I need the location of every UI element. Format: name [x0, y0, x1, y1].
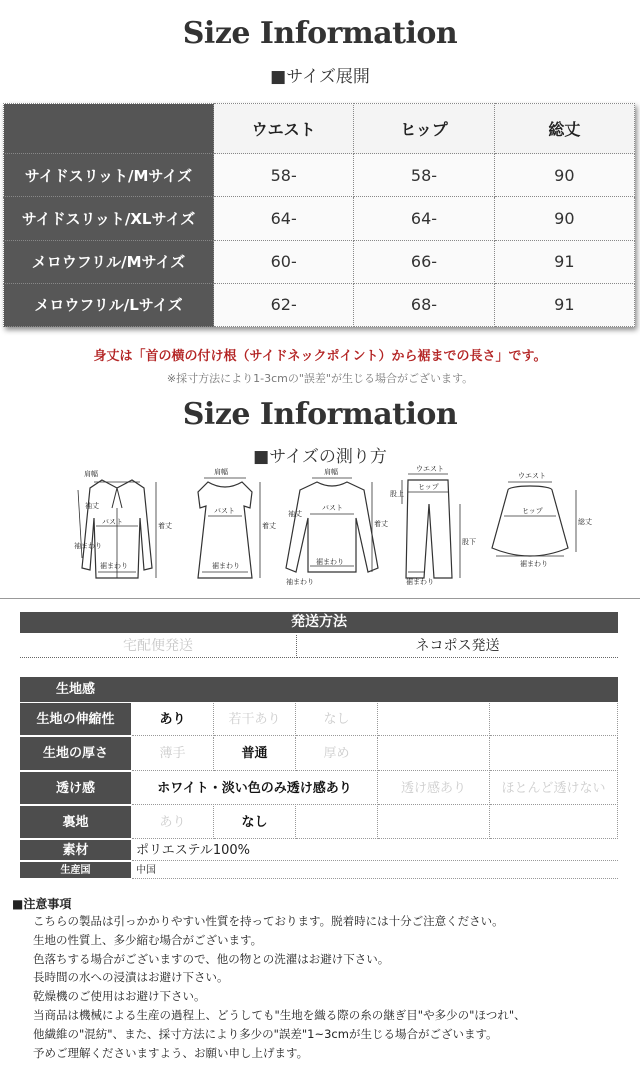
caution-title: ■注意事項 — [12, 897, 72, 911]
coat-shoulder-label: 肩幅 — [84, 470, 98, 478]
skirt-waist-label: ウエスト — [518, 472, 546, 480]
pants-inseam-label: 股下 — [462, 538, 476, 546]
pants-hem-label: 裾まわり — [406, 578, 434, 586]
dress-illustration — [180, 468, 276, 588]
fabric-lining-option — [378, 806, 490, 839]
coat-sleeve-label: 袖丈 — [85, 502, 99, 510]
dress-bust-label: バスト — [214, 507, 235, 515]
knit-sleeve-opening-label: 袖まわり — [286, 578, 314, 586]
size-table-header-row — [4, 104, 635, 154]
pants-waist-label: ウエスト — [416, 465, 444, 473]
fabric-thickness-option: 普通 — [214, 737, 296, 771]
table-cell: 90 — [494, 197, 634, 240]
fabric-thickness-option — [378, 737, 490, 771]
shipping-option-nekopos: ネコポス発送 — [297, 635, 618, 658]
table-cell: 58- — [214, 154, 354, 197]
knit-length-label: 着丈 — [374, 520, 388, 528]
fabric-stretch-option: あり — [132, 703, 214, 736]
material-value: ポリエステル100% — [132, 840, 618, 861]
dress-shoulder-label: 肩幅 — [214, 468, 228, 476]
pants-hip-label: ヒップ — [418, 483, 439, 491]
table-cell: 91 — [494, 240, 634, 283]
row-label: メロウフリル/Lサイズ — [4, 283, 214, 326]
knit-bust-label: バスト — [322, 504, 343, 512]
table-row — [4, 240, 635, 283]
caution-list — [33, 912, 526, 1062]
table-cell: 64- — [214, 197, 354, 240]
knit-shoulder-label: 肩幅 — [324, 468, 338, 476]
row-label: メロウフリル/Mサイズ — [4, 240, 214, 283]
fabric-lining-option: なし — [214, 806, 296, 839]
pants-rise-label: 股上 — [390, 490, 404, 498]
origin-label: 生産国 — [20, 862, 131, 879]
table-cell: 90 — [494, 154, 634, 197]
coat-diagram — [72, 468, 172, 588]
measure-guide-subtitle: ■サイズの測り方 — [253, 447, 387, 467]
list-item: 当商品は機械による生産の過程上、どうしても"生地を織る際の糸の継ぎ目"や多少の"ほつれ"、 — [33, 1007, 526, 1022]
table-row — [4, 197, 635, 240]
fabric-stretch-label: 生地の伸縮性 — [20, 703, 131, 736]
skirt-illustration — [484, 468, 592, 588]
dress-hem-label: 裾まわり — [212, 562, 240, 570]
coat-illustration — [72, 468, 172, 588]
measurement-error-note: ※採寸方法により1-3cmの"誤差"が生じる場合がございます。 — [166, 372, 474, 385]
length-definition-note: 身丈は「首の横の付け根（サイドネックポイント）から裾までの長さ」です。 — [93, 349, 547, 364]
fabric-sheerness-label: 透け感 — [20, 772, 131, 805]
fabric-thickness-option — [490, 737, 618, 771]
shipping-option-takuhaibin: 宅配便発送 — [20, 635, 297, 658]
size-info-title-2: Size Information — [182, 397, 458, 432]
fabric-sheerness-option: ほとんど透けない — [490, 772, 618, 805]
table-cell: 68- — [354, 283, 494, 326]
fabric-lining-label: 裏地 — [20, 806, 131, 839]
list-item: 予めご理解くださいますよう、お願い申し上げます。 — [33, 1045, 309, 1060]
table-cell: 91 — [494, 283, 634, 326]
list-item: 色落ちする場合がございますので、他の物との洗濯はお避け下さい。 — [33, 951, 390, 966]
fabric-thickness-option: 薄手 — [132, 737, 214, 771]
fabric-lining-option — [296, 806, 378, 839]
fabric-stretch-option — [378, 703, 490, 736]
table-row — [4, 154, 635, 197]
fabric-stretch-option: 若干あり — [214, 703, 296, 736]
list-item: 生地の性質上、多少縮む場合がございます。 — [33, 932, 263, 947]
shipping-title: 発送方法 — [20, 612, 618, 633]
fabric-thickness-label: 生地の厚さ — [20, 737, 131, 771]
knit-diagram — [282, 468, 388, 588]
dress-diagram — [180, 468, 276, 588]
dress-length-label: 着丈 — [262, 522, 276, 530]
column-header-length: 総丈 — [494, 104, 634, 154]
coat-hem-label: 裾まわり — [100, 562, 128, 570]
table-cell: 66- — [354, 240, 494, 283]
knit-hem-label: 裾まわり — [316, 558, 344, 566]
table-cell: 60- — [214, 240, 354, 283]
column-header-waist: ウエスト — [214, 104, 354, 154]
coat-length-label: 着丈 — [158, 522, 172, 530]
fabric-stretch-option — [490, 703, 618, 736]
pants-diagram — [386, 466, 476, 586]
skirt-diagram — [484, 468, 592, 588]
list-item: 乾燥機のご使用はお避け下さい。 — [33, 989, 206, 1004]
table-cell: 62- — [214, 283, 354, 326]
fabric-lining-option — [490, 806, 618, 839]
fabric-lining-option: あり — [132, 806, 214, 839]
skirt-hem-label: 裾まわり — [520, 560, 548, 568]
fabric-title: 生地感 — [20, 677, 618, 702]
column-header-hip: ヒップ — [354, 104, 494, 154]
coat-sleeve-opening-label: 袖まわり — [74, 542, 102, 550]
skirt-hip-label: ヒップ — [522, 507, 543, 515]
list-item: こちらの製品は引っかかりやすい性質を持っております。脱着時には十分ご注意ください。 — [33, 914, 504, 928]
pants-illustration — [386, 466, 476, 586]
origin-value: 中国 — [132, 862, 618, 879]
table-corner — [4, 104, 214, 154]
material-label: 素材 — [20, 840, 131, 861]
fabric-sheerness-option: 透け感あり — [378, 772, 490, 805]
size-chart-subtitle: ■サイズ展開 — [270, 67, 370, 87]
size-table — [3, 103, 635, 327]
row-label: サイドスリット/Mサイズ — [4, 154, 214, 197]
skirt-length-label: 総丈 — [578, 518, 592, 526]
fabric-stretch-option: なし — [296, 703, 378, 736]
table-cell: 64- — [354, 197, 494, 240]
list-item: 他繊維の"混紡"、また、採寸方法により多少の"誤差"1~3cmが生じる場合がございます。 — [33, 1026, 498, 1041]
knit-sleeve-label: 袖丈 — [288, 510, 302, 518]
fabric-thickness-option: 厚め — [296, 737, 378, 771]
knit-illustration — [282, 468, 388, 588]
section-divider — [0, 598, 640, 599]
table-row — [4, 283, 635, 326]
size-info-title: Size Information — [182, 16, 458, 51]
fabric-sheerness-option: ホワイト・淡い色のみ透け感あり — [132, 772, 378, 805]
coat-bust-label: バスト — [102, 518, 123, 526]
row-label: サイドスリット/XLサイズ — [4, 197, 214, 240]
table-cell: 58- — [354, 154, 494, 197]
list-item: 長時間の水への浸漬はお避け下さい。 — [33, 970, 229, 985]
